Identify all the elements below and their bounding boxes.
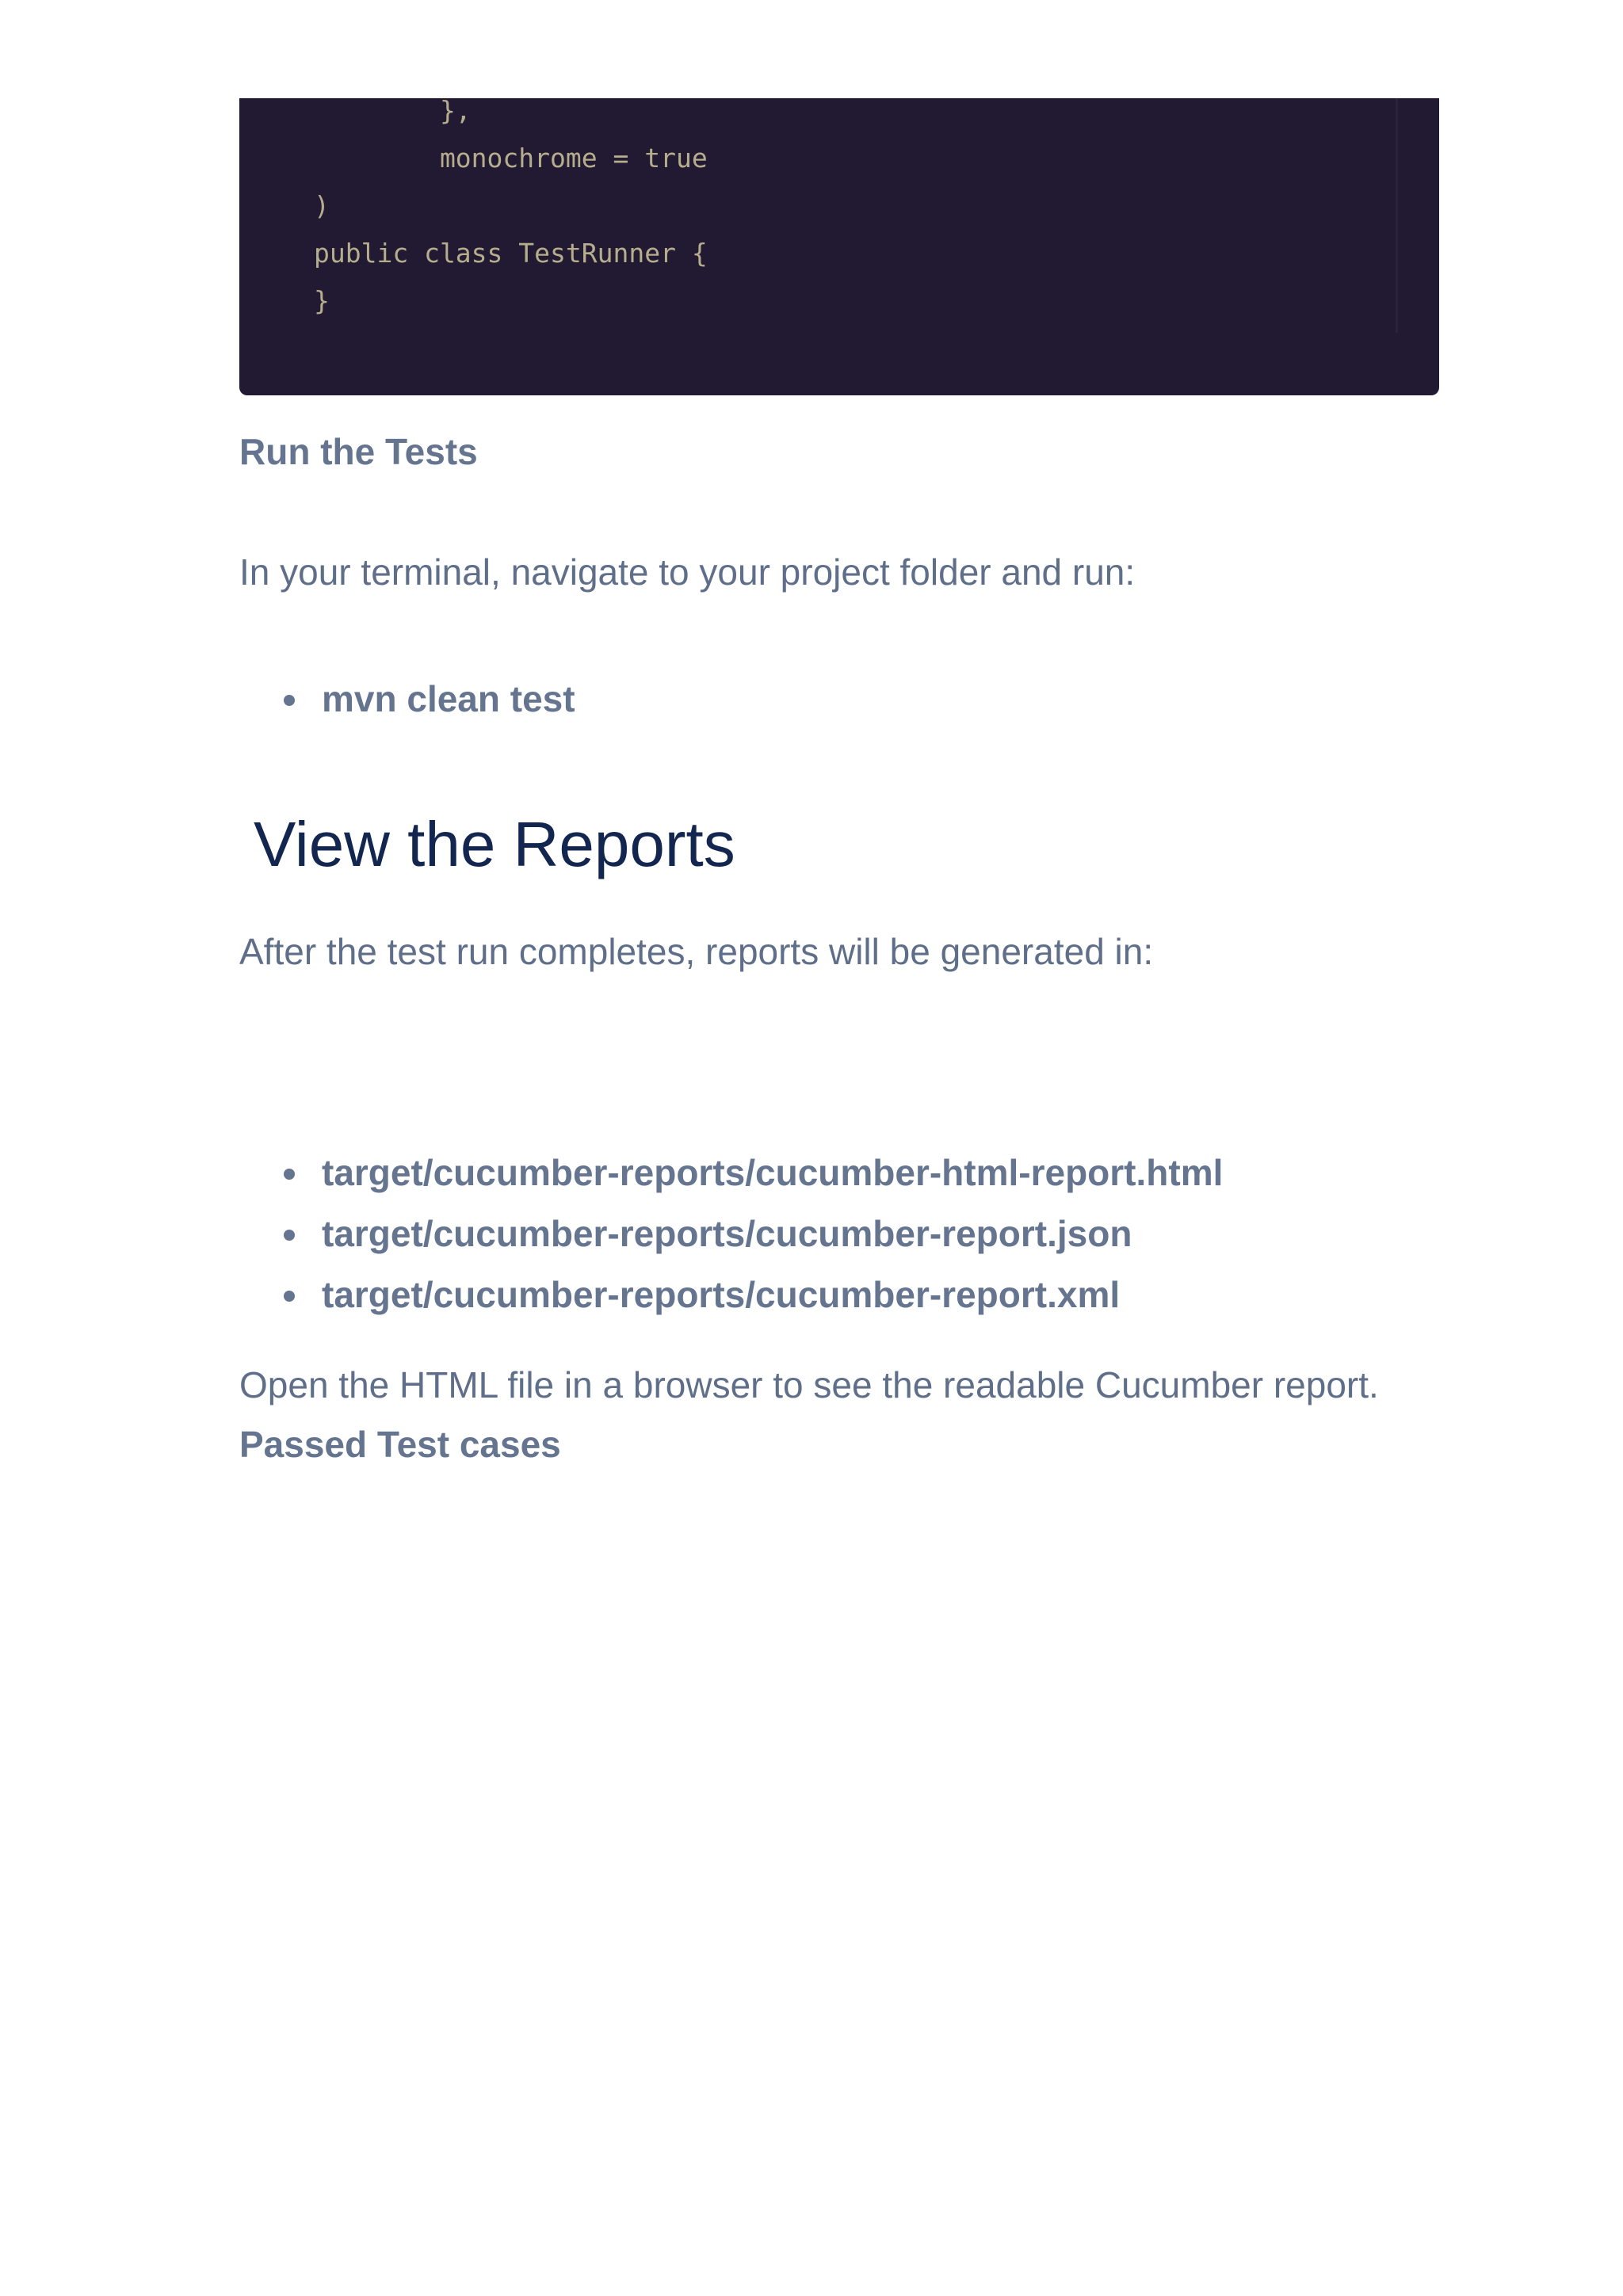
code-block	[239, 95, 1439, 395]
command-list	[239, 669, 575, 730]
report-file-path: target/cucumber-reports/cucumber-report.xml	[322, 1274, 1121, 1315]
code-line: public class TestRunner {	[314, 238, 708, 269]
code-scrollbar[interactable]	[1396, 98, 1398, 333]
command-text: mvn clean test	[322, 678, 575, 719]
bullet-icon	[284, 1230, 295, 1241]
bullet-icon	[284, 695, 295, 706]
page-heading: View the Reports	[254, 809, 735, 879]
list-item	[239, 1264, 1223, 1325]
report-file-path: target/cucumber-reports/cucumber-html-report.html	[322, 1152, 1224, 1193]
run-tests-subtitle: Run the Tests	[239, 431, 478, 472]
bullet-icon	[284, 1169, 295, 1180]
view-reports-outro: Open the HTML file in a browser to see the readable Cucumber report.	[239, 1364, 1379, 1405]
run-tests-intro: In your terminal, navigate to your project folder and run:	[239, 551, 1136, 593]
code-line: },	[314, 95, 472, 126]
code-line: monochrome = true	[314, 143, 708, 174]
list-item	[239, 1203, 1223, 1264]
bullet-icon	[284, 1291, 295, 1302]
list-item	[239, 669, 575, 730]
code-line: )	[314, 190, 330, 221]
passed-test-cases-label: Passed Test cases	[239, 1424, 561, 1465]
code-line: }	[314, 285, 330, 316]
report-file-path: target/cucumber-reports/cucumber-report.json	[322, 1213, 1132, 1254]
view-reports-intro: After the test run completes, reports will be generated in:	[239, 931, 1154, 972]
list-item	[239, 1142, 1223, 1203]
report-file-list	[239, 1142, 1223, 1325]
